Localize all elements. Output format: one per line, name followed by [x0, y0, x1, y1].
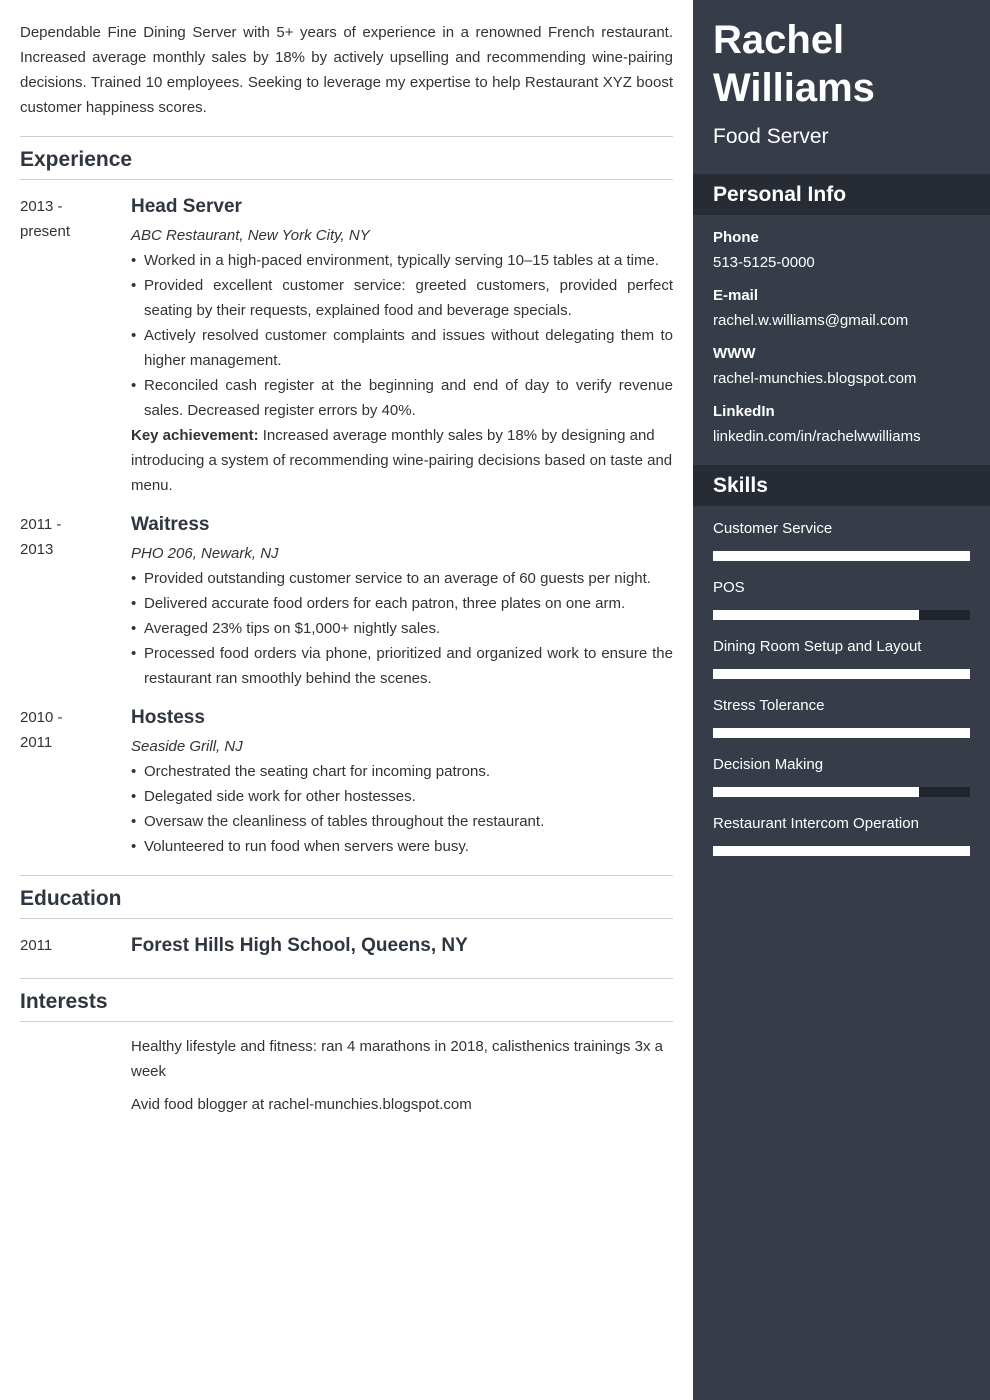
skill-level-fill: [713, 787, 919, 797]
skills-heading: Skills: [693, 465, 990, 506]
job-date-start: 2011 -: [20, 516, 62, 533]
job-date-end: present: [20, 223, 71, 240]
job-entry: [20, 194, 673, 498]
skill-name: POS: [713, 579, 745, 596]
skill-bar: [713, 846, 970, 856]
summary-text: Dependable Fine Dining Server with 5+ years of experience in a renowned French restaurant. Increased average monthly sales by 18% by actively upselling and recommending wine-pairing decisions. Trained 10 employees. Seeking to leverage my expertise to help Restaurant XYZ boost customer happiness scores.: [20, 24, 673, 116]
job-entry: [20, 512, 673, 691]
interest-item: Avid food blogger at rachel-munchies.blogspot.com: [131, 1096, 472, 1113]
education-entry: [20, 933, 673, 958]
job-bullets: [131, 566, 673, 691]
skill-item: [713, 516, 970, 561]
job-bullets: [131, 248, 673, 423]
phone-label: Phone: [713, 229, 759, 246]
job-employer: ABC Restaurant, New York City, NY: [131, 227, 370, 244]
job-title: Hostess: [131, 707, 205, 728]
experience-section: [20, 136, 673, 859]
skill-level-fill: [713, 610, 919, 620]
key-achievement-text: Increased average monthly sales by 18% by designing and introducing a system of recommending wine-pairing decisions based on taste and menu.: [131, 427, 673, 494]
www-value[interactable]: rachel-munchies.blogspot.com: [713, 370, 917, 387]
linkedin-value[interactable]: linkedin.com/in/rachelwwilliams: [713, 428, 921, 445]
job-employer: Seaside Grill, NJ: [131, 738, 243, 755]
job-bullet: • Volunteered to run food when servers were busy.: [131, 834, 673, 859]
job-bullet: • Orchestrated the seating chart for incoming patrons.: [131, 759, 673, 784]
job-employer: PHO 206, Newark, NJ: [131, 545, 279, 562]
job-title: Waitress: [131, 514, 210, 535]
interests-heading: Interests: [20, 979, 673, 1022]
interests-section: [20, 978, 673, 1117]
job-date-end: 2013: [20, 541, 54, 558]
job-bullet: • Delivered accurate food orders for each patron, three plates on one arm.: [131, 591, 673, 616]
skill-item: [713, 693, 970, 738]
phone-value: 513-5125-0000: [713, 254, 815, 271]
job-title: Head Server: [131, 196, 242, 217]
job-bullet: • Provided excellent customer service: greeted customers, provided perfect seating by their requests, explained food and beverage specials.: [131, 273, 673, 323]
job-content: [131, 194, 673, 498]
job-date-end: 2011: [20, 734, 53, 751]
skill-level-fill: [713, 551, 970, 561]
job-content: [131, 512, 673, 691]
skill-bar: [713, 787, 970, 797]
skill-item: [713, 634, 970, 679]
job-date: [20, 705, 131, 859]
skill-item: [713, 575, 970, 620]
job-bullet: • Worked in a high-paced environment, typically serving 10–15 tables at a time.: [131, 248, 673, 273]
job-content: [131, 705, 673, 859]
job-date-start: 2010 -: [20, 709, 63, 726]
job-bullet: • Actively resolved customer complaints and issues without delegating them to higher management.: [131, 323, 673, 373]
job-bullet: • Oversaw the cleanliness of tables throughout the restaurant.: [131, 809, 673, 834]
www-label: WWW: [713, 345, 756, 362]
skill-name: Stress Tolerance: [713, 697, 825, 714]
skills-list: [693, 506, 990, 856]
skill-item: [713, 752, 970, 797]
skill-bar: [713, 669, 970, 679]
job-entry: [20, 705, 673, 859]
email-label: E-mail: [713, 287, 759, 304]
job-bullet: • Reconciled cash register at the beginning and end of day to verify revenue sales. Decreased register errors by 40%.: [131, 373, 673, 423]
skill-name: Decision Making: [713, 756, 824, 773]
sidebar: [693, 0, 990, 1400]
skill-level-fill: [713, 669, 970, 679]
personal-info-heading: Personal Info: [693, 174, 990, 215]
email-value[interactable]: rachel.w.williams@gmail.com: [713, 312, 909, 329]
job-date: [20, 512, 131, 691]
key-achievement-label: Key achievement:: [131, 427, 259, 444]
skill-name: Restaurant Intercom Operation: [713, 815, 919, 832]
personal-info: [693, 215, 990, 463]
skill-name: Dining Room Setup and Layout: [713, 638, 922, 655]
education-school: Forest Hills High School, Queens, NY: [131, 934, 468, 956]
job-bullet: • Delegated side work for other hostesses.: [131, 784, 673, 809]
skill-level-fill: [713, 728, 970, 738]
skill-bar: [713, 610, 970, 620]
linkedin-label: LinkedIn: [713, 403, 775, 420]
education-year: 2011: [20, 937, 53, 954]
last-name: Williams: [713, 66, 875, 110]
job-date: [20, 194, 131, 498]
job-bullet: • Processed food orders via phone, prioritized and organized work to ensure the restaurant ran smoothly behind the scenes.: [131, 641, 673, 691]
education-heading: Education: [20, 876, 673, 919]
skill-item: [713, 811, 970, 856]
interest-item: Healthy lifestyle and fitness: ran 4 marathons in 2018, calisthenics trainings 3x a week: [131, 1038, 663, 1080]
job-role: Food Server: [713, 125, 829, 148]
name-block: [693, 0, 990, 172]
job-bullets: [131, 759, 673, 859]
skill-name: Customer Service: [713, 520, 833, 537]
skill-bar: [713, 728, 970, 738]
job-bullet: • Averaged 23% tips on $1,000+ nightly sales.: [131, 616, 673, 641]
skill-bar: [713, 551, 970, 561]
skill-level-fill: [713, 846, 970, 856]
key-achievement: [131, 423, 673, 498]
first-name: Rachel: [713, 18, 845, 62]
experience-heading: Experience: [20, 137, 673, 180]
education-section: [20, 875, 673, 958]
job-bullet: • Provided outstanding customer service to an average of 60 guests per night.: [131, 566, 673, 591]
job-date-start: 2013 -: [20, 198, 63, 215]
